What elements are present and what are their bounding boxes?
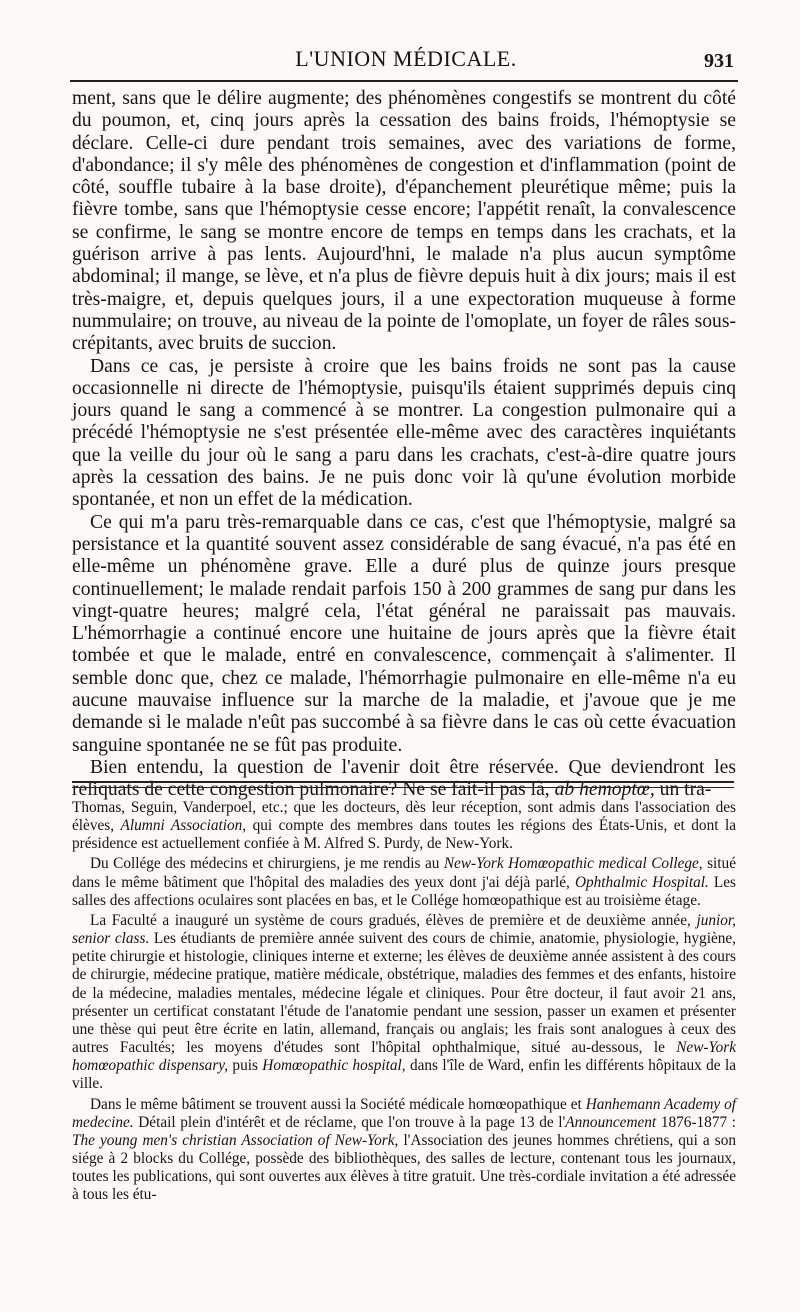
footnote-paragraph — [72, 1096, 736, 1205]
page-number: 931 — [704, 50, 734, 72]
paragraph: Ce qui m'a paru très-remarquable dans ce cas, c'est que l'hémoptysie, malgré sa persistance et la quantité souvent assez considérable de sang évacué, n'a pas été en elle-même un phénomène grave. Elle a duré plus de quinze jours presque continuellement; le malade rendait parfois 150 à 200 grammes de sang pur dans les vingt-quatre heures; malgré cela, l'état général ne paraissait pas mauvais. L'hémorrhagie a continué encore une huitaine de jours après que la fièvre était tombée et que le malade, entré en convalescence, commençait à s'alimenter. Il semble donc que, chez ce malade, l'hémorrhagie pulmonaire en elle-même n'a eu aucune mauvaise influence sur la marche de la maladie, et j'avoue que je me demande si le malade n'eût pas succombé à sa fièvre dans le cas où cette évacuation sanguine spontanée ne se fût pas produite. — [72, 511, 736, 756]
footnote-text-run: Thomas, Seguin, Vanderpoel, etc.; que les docteurs, dès leur réception, sont admis dans l'association des élèves, — [72, 799, 736, 835]
footnote-text-run: 1876-1877 : — [660, 1113, 737, 1131]
footnote-text-run: La Faculté a inauguré un système de cours gradués, élèves de première et de deuxième année, — [90, 911, 691, 929]
footnote-text — [72, 799, 736, 1204]
footnote-italic: New-York Homœopathic medical College, — [443, 855, 703, 873]
footnote-rule-thin — [72, 787, 734, 788]
footnote-italic: junior, senior class. — [72, 911, 737, 948]
footnote-italic: Homœopathic hospital, — [262, 1057, 406, 1075]
footnote-text-run: Détail plein d'intérêt et de réclame, que l'on trouve à la page 13 de l' — [138, 1113, 566, 1131]
footnote-italic: The young men's christian Association of New-York, — [72, 1131, 399, 1149]
footnote-text-run: l'Association des jeunes hommes chrétiens, qui a son siége à 2 blocks du Collége, possède des bibliothèques, des salles de lecture, contenant tous les journaux, toutes les publications, qui sont ouvertes aux élèves à titre gratuit. Une très-cordiale invitation a été adressée à tous les étu- — [72, 1131, 736, 1204]
footnote-text-run: puis — [232, 1057, 258, 1075]
running-header — [70, 42, 742, 78]
footnote-text-run: Du Collége des médecins et chirurgiens, je me rendis au — [90, 855, 440, 873]
journal-title: L'UNION MÉDICALE. — [295, 46, 517, 71]
latin-phrase: ab hemoptœ, — [554, 779, 655, 801]
footnote-italic: New-York homœopathic dispensary, — [72, 1039, 736, 1075]
paragraph: Dans ce cas, je persiste à croire que les bains froids ne sont pas la cause occasionnelle ni directe de l'hémoptysie, puisqu'ils étaient supprimés depuis cinq jours quand le sang a commencé à se montrer. La congestion pulmonaire qui a précédé l'hémoptysie ne s'est présentée elle-même avec des caractères inquiétants que la veille du jour où le sang a paru dans les crachats, c'est-à-dire quatre jours après la cessation des bains. Je ne puis donc voir là qu'une évolution morbide spontanée, et non un effet de la médication. — [72, 355, 736, 511]
paragraph — [72, 757, 736, 802]
footnote-text-run: dans l'île de Ward, enfin les différents hôpitaux de la ville. — [72, 1057, 736, 1093]
header-rule — [70, 80, 738, 82]
footnote-text-run: Les salles des affections oculaires sont placées en bas, et le Collége homœopathique est au troisième étage. — [72, 873, 737, 909]
footnote-text-run: Dans le même bâtiment se trouvent aussi la Société médicale homœopathique et — [90, 1095, 582, 1113]
paragraph-text: Bien entendu, la question de l'avenir doit être réservée. Que deviendront les reliquats de cette congestion pulmonaire? Ne se fait-il pas là, — [72, 756, 736, 801]
footnote-italic: Announcement — [565, 1113, 657, 1131]
footnote-paragraph — [72, 912, 736, 1094]
footnote-paragraph — [72, 855, 736, 909]
footnote-italic: Alumni Association, — [120, 817, 247, 835]
paragraph-text: un tra- — [659, 779, 712, 801]
main-text — [72, 88, 736, 802]
paragraph: ment, sans que le délire augmente; des phénomènes congestifs se montrent du côté du poumon, et, cinq jours après la cessation des bains froids, l'hémoptysie se déclare. Celle-ci dure pendant trois semaines, avec des variations de forme, d'abondance; il s'y mêle des phénomènes de congestion et d'inflammation (point de côté, souffle tubaire à la base droite), d'épanchement pleurétique même; puis la fièvre tombe, sans que l'hémoptysie cesse encore; l'appétit renaît, la convalescence se confirme, le sang se montre encore de temps en temps dans les crachats, et la guérison arrive à pas lents. Aujourd'hni, le malade n'a plus aucun symptôme abdominal; il mange, se lève, et n'a plus de fièvre depuis huit à dix jours; mais il est très-maigre, et, depuis quelques jours, il a une expectoration muqueuse à forme nummulaire; on trouve, au niveau de la pointe de l'omoplate, un foyer de râles sous-crépitants, avec bruits de succion. — [72, 88, 736, 355]
footnote-rule — [72, 781, 734, 783]
footnote-text-run: qui compte des membres dans toutes les régions des États-Unis, et dont la présidence est actuellement confiée à M. Alfred S. Purdy, de New-York. — [72, 817, 736, 853]
footnote-text-run: situé dans le même bâtiment que l'hôpital des maladies des yeux dont j'ai déjà parlé, — [72, 855, 736, 891]
footnote-italic: Ophthalmic Hospital. — [574, 873, 709, 891]
footnote-paragraph — [72, 799, 736, 853]
footnote-text-run: Les étudiants de première année suivent des cours de chimie, anatomie, physiologie, hygiène, petite chirurgie et histologie, cliniques interne et externe; les élèves de deuxième année assistent à des cours de chirurgie, médecine pratique, matière médicale, obstétrique, maladies des femmes et des enfants, histoire de la médecine, maladies mentales, médecine légale et cliniques. Pour être docteur, il faut avoir 21 ans, présenter un certificat constatant l'étude de l'anatomie pendant une session, passer un examen et présenter une thèse qui peut être écrite en latin, allemand, français ou anglais; les frais sont analogues à ceux des autres Facultés; les moyens d'études sont l'hôpital ophthalmique, situé au-dessous, le — [72, 930, 736, 1057]
footnote-italic: Hanhemann Academy of medecine. — [72, 1095, 736, 1131]
